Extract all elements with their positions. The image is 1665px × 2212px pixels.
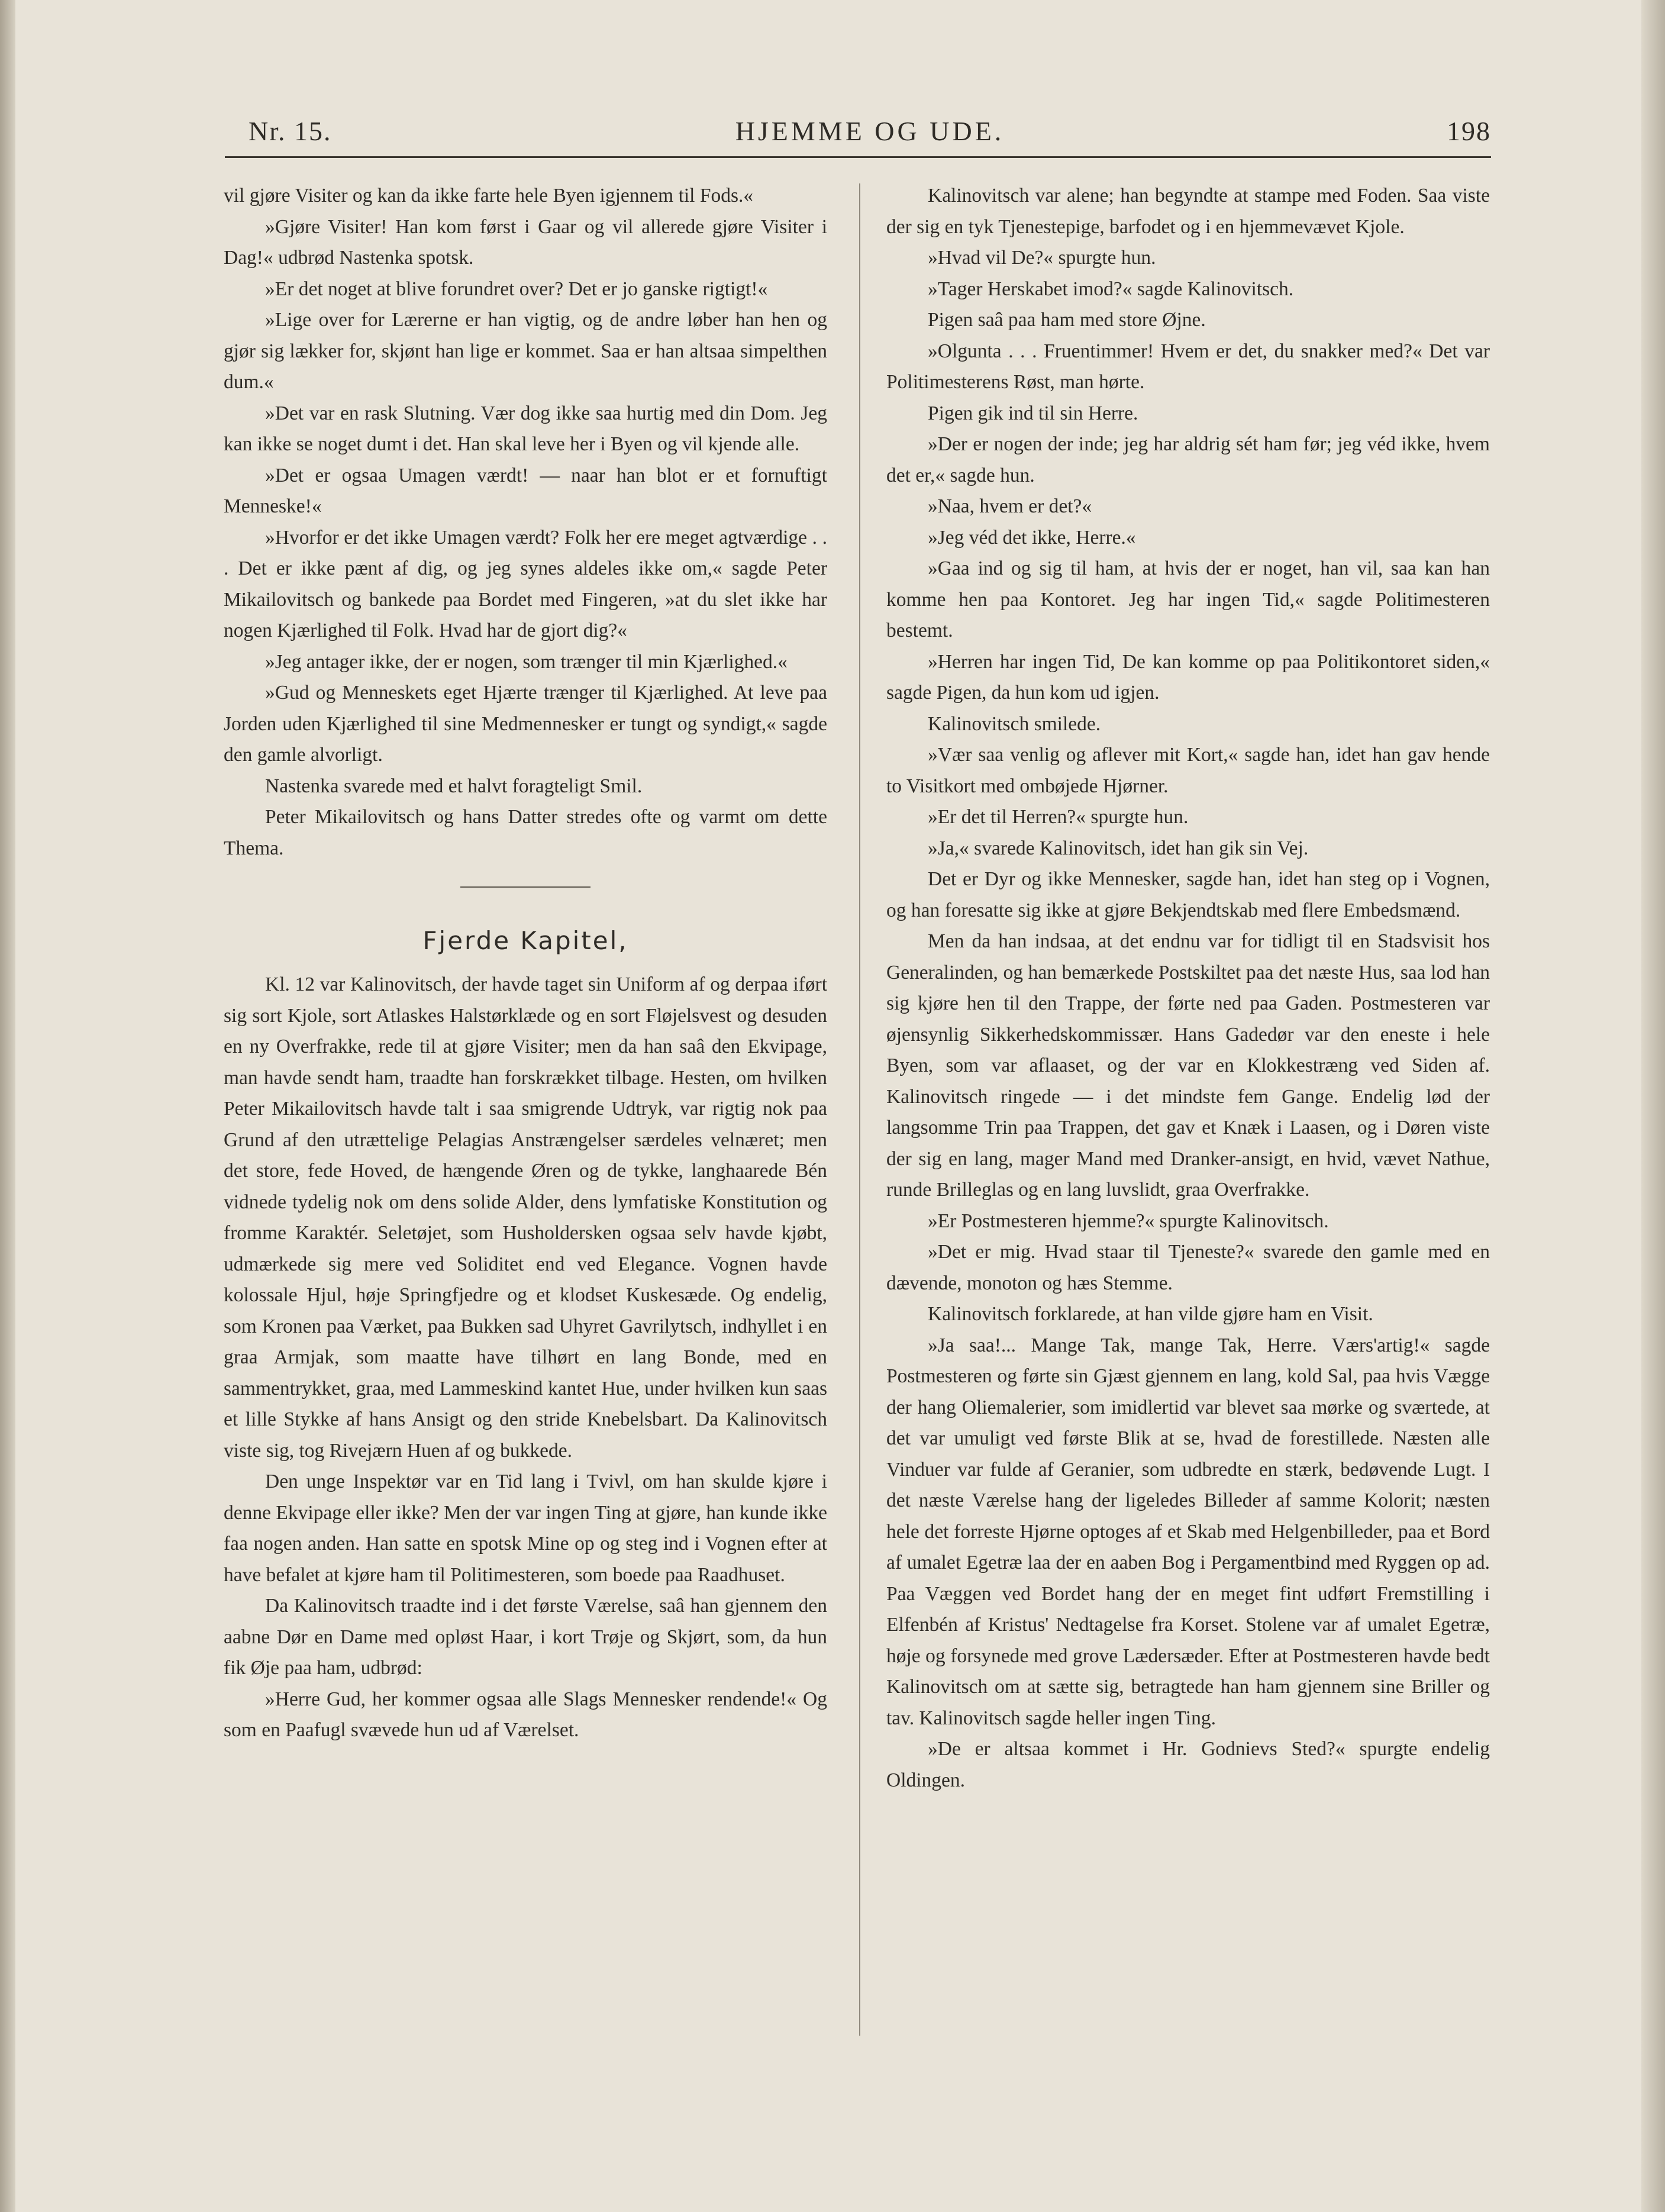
paragraph: »Det var en rask Slutning. Vær dog ikke saa hurtig med din Dom. Jeg kan ikke se noget dumt i det. Han skal leve her i Byen og vil kjende alle. xyxy=(224,402,827,455)
section-divider xyxy=(460,886,591,888)
paragraph: »Ja saa!... Mange Tak, mange Tak, Herre. Værs'artig!« sagde Postmesteren og førte sin Gjæst gjennem en lang, kold Sal, paa hvis Vægge der hang Oliemalerier, som imidlertid var blevet saa mørke og sværtede, at det var umuligt ved første Blik at se, hvad de forestillede. Næsten alle Vinduer var fulde af Geranier, som udbredte en stærk, bedøvende Lugt. I det næste Værelse hang der ligeledes Billeder af samme Kolorit; næsten hele det forreste Hjørne optoges af et Skab med Helgenbilleder, paa et Bord af umalet Egetræ laa der en aaben Bog i Pergamentbind med Ryggen op ad. Paa Væggen ved Bordet hang der en meget fint udført Fremstilling i Elfenbén af Kristus' Nedtagelse fra Korset. Stolene var af umalet Egetræ, høje og forsynede med grove Lædersæder. Efter at Postmesteren havde bedt Kalinovitsch om at sætte sig, betragtede han ham gjennem sine Briller og tav. Kalinovitsch sagde heller ingen Ting. xyxy=(886,1334,1490,1729)
paragraph: »De er altsaa kommet i Hr. Godnievs Sted?« spurgte endelig Oldingen. xyxy=(886,1738,1490,1791)
binding-edge xyxy=(0,0,15,2212)
column-divider xyxy=(859,183,860,2036)
paragraph: »Olgunta . . . Fruentimmer! Hvem er det, du snakker med?« Det var Politimesterens Røst, man hørte. xyxy=(886,340,1490,393)
paragraph: »Er det noget at blive forundret over? Det er jo ganske rigtigt!« xyxy=(265,278,768,300)
right-column-text xyxy=(886,180,1490,1796)
paragraph: Den unge Inspektør var en Tid lang i Tvivl, om han skulde kjøre i denne Ekvipage eller ikke? Men der var ingen Ting at gjøre, han kunde ikke faa nogen anden. Han satte en spotsk Mine op og steg ind i Vognen efter at have befalet at kjøre ham til Politimesteren, som boede paa Raadhuset. xyxy=(224,1471,827,1586)
paragraph: »Jeg véd det ikke, Herre.« xyxy=(928,526,1136,549)
paragraph: Da Kalinovitsch traadte ind i det første Værelse, saâ han gjennem den aabne Dør en Dame med opløst Haar, i kort Trøje og Skjørt, som, da hun fik Øje paa ham, udbrød: xyxy=(224,1595,827,1679)
left-column xyxy=(224,180,827,1746)
paragraph: »Herren har ingen Tid, De kan komme op paa Politikontoret siden,« sagde Pigen, da hun kom ud igjen. xyxy=(886,650,1490,704)
paragraph: »Vær saa venlig og aflever mit Kort,« sagde han, idet han gav hende to Visitkort med ombøjede Hjørner. xyxy=(886,744,1490,797)
publication-title: HJEMME OG UDE. xyxy=(735,116,1005,146)
paragraph: Nastenka svarede med et halvt foragteligt Smil. xyxy=(265,775,643,797)
paragraph: »Jeg antager ikke, der er nogen, som trænger til min Kjærlighed.« xyxy=(265,650,788,673)
paragraph: Men da han indsaa, at det endnu var for tidligt til en Stadsvisit hos Generalinden, og han bemærkede Postskiltet paa det næste Hus, saa lod han sig kjøre hen til den Trappe, der førte ned paa Gaden. Postmesteren var øjensynlig Sikkerhedskommissær. Hans Gadedør var den eneste i hele Byen, som var aflaaset, og der var en Klokkestræng ved Siden af. Kalinovitsch ringede — i det mindste fem Gange. Endelig lød der langsomme Trin paa Trappen, det gav et Knæk i Laasen, og i Døren viste der sig en lang, mager Mand med Dranker-ansigt, en hvid, vævet Nathue, runde Brilleglas og en lang luvslidt, graa Overfrakke. xyxy=(886,930,1490,1201)
paragraph: »Herre Gud, her kommer ogsaa alle Slags Mennesker rendende!« Og som en Paafugl svævede hun ud af Værelset. xyxy=(224,1688,827,1741)
paragraph: Kl. 12 var Kalinovitsch, der havde taget sin Uniform af og derpaa iført sig sort Kjole, sort Atlaskes Halstørklæde og en sort Fløjelsvest og desuden en ny Overfrakke, rede til at gjøre Visiter; men da han saâ den Ekvipage, man havde sendt ham, traadte han forskrækket tilbage. Hesten, om hvilken Peter Mikailovitsch havde talt i saa smigrende Udtryk, var rigtig nok paa Grund af den utrættelige Pelagias Anstrængelser særdeles velnæret; men det store, fede Hoved, de hængende Øren og de tykke, langhaarede Bén vidnede tydelig nok om dens solide Alder, dens lymfatiske Konstitution og fromme Karaktér. Seletøjet, som Husholdersken ogsaa selv havde kjøbt, udmærkede sig mere ved Soliditet end ved Elegance. Vognen havde kolossale Hjul, høje Springfjedre og et klodset Kuskesæde. Og endelig, som Kronen paa Værket, paa Bukken sad Uhyret Gavrilytsch, indhyllet i en graa Armjak, som maatte have tilhørt en lang Bonde, med en sammentrykket, graa, med Lammeskind kantet Hue, under hvilken kun saas et lille Stykke af hans Ansigt og den stride Knebelsbart. Da Kalinovitsch viste sig, tog Rivejærn Huen af og bukkede. xyxy=(224,973,827,1462)
paragraph: »Er Postmesteren hjemme?« spurgte Kalinovitsch. xyxy=(928,1210,1329,1232)
paragraph: Pigen gik ind til sin Herre. xyxy=(928,402,1138,424)
left-column-text-before-chapter xyxy=(224,180,827,864)
paragraph: Kalinovitsch smilede. xyxy=(928,712,1101,735)
paragraph: »Lige over for Lærerne er han vigtig, og de andre løber han hen og gjør sig lækker for, skjønt han lige er kommet. Saa er han altsaa simpelthen dum.« xyxy=(224,309,827,393)
paragraph: Pigen saâ paa ham med store Øjne. xyxy=(928,309,1206,331)
header-rule xyxy=(225,156,1491,158)
paragraph: »Gud og Menneskets eget Hjærte trænger til Kjærlighed. At leve paa Jorden uden Kjærlighed til sine Medmennesker er tungt og syndigt,« sagde den gamle alvorligt. xyxy=(224,682,827,766)
paragraph: »Naa, hvem er det?« xyxy=(928,495,1092,517)
paragraph: »Tager Herskabet imod?« sagde Kalinovitsch. xyxy=(928,278,1294,300)
paragraph: Kalinovitsch forklarede, at han vilde gjøre ham en Visit. xyxy=(928,1303,1373,1325)
paragraph: Det er Dyr og ikke Mennesker, sagde han, idet han steg op i Vognen, og han foresatte sig ikke at gjøre Bekjendtskab med flere Embedsmænd. xyxy=(886,868,1490,921)
paragraph: vil gjøre Visiter og kan da ikke farte hele Byen igjennem til Fods.« xyxy=(224,185,754,207)
paragraph: »Det er mig. Hvad staar til Tjeneste?« svarede den gamle med en dævende, monoton og hæs Stemme. xyxy=(886,1241,1490,1294)
chapter-title: Fjerde Kapitel, xyxy=(422,926,628,955)
page-header xyxy=(249,115,1491,157)
paragraph: »Det er ogsaa Umagen værdt! — naar han blot er et fornuftigt Menneske!« xyxy=(224,464,827,517)
paragraph: »Der er nogen der inde; jeg har aldrig sét ham før; jeg véd ikke, hvem det er,« sagde hun. xyxy=(886,433,1490,486)
paragraph: »Ja,« svarede Kalinovitsch, idet han gik sin Vej. xyxy=(928,837,1309,859)
left-column-text-after-chapter xyxy=(224,969,827,1746)
right-column xyxy=(886,180,1490,1796)
paragraph: »Gaa ind og sig til ham, at hvis der er noget, han vil, saa kan han komme hen paa Kontoret. Jeg har ingen Tid,« sagde Politimesteren bestemt. xyxy=(886,557,1490,641)
issue-number: Nr. 15. xyxy=(249,116,332,146)
page-number: 198 xyxy=(1447,116,1491,146)
paragraph: »Hvorfor er det ikke Umagen værdt? Folk her ere meget agtværdige . . . Det er ikke pænt af dig, og jeg synes aldeles ikke om,« sagde Peter Mikailovitsch og bankede paa Bordet med Fingeren, »at du slet ikke har nogen Kjærlighed til Folk. Hvad har de gjort dig?« xyxy=(224,526,827,641)
paragraph: »Er det til Herren?« spurgte hun. xyxy=(928,806,1189,828)
page-edge xyxy=(1641,0,1665,2212)
paragraph: »Hvad vil De?« spurgte hun. xyxy=(928,247,1156,269)
paragraph: »Gjøre Visiter! Han kom først i Gaar og vil allerede gjøre Visiter i Dag!« udbrød Nastenka spotsk. xyxy=(224,215,827,269)
paragraph: Peter Mikailovitsch og hans Datter stredes ofte og varmt om dette Thema. xyxy=(224,806,827,859)
paragraph: Kalinovitsch var alene; han begyndte at stampe med Foden. Saa viste der sig en tyk Tjenestepige, barfodet og i en hjemmevævet Kjole. xyxy=(886,185,1490,238)
